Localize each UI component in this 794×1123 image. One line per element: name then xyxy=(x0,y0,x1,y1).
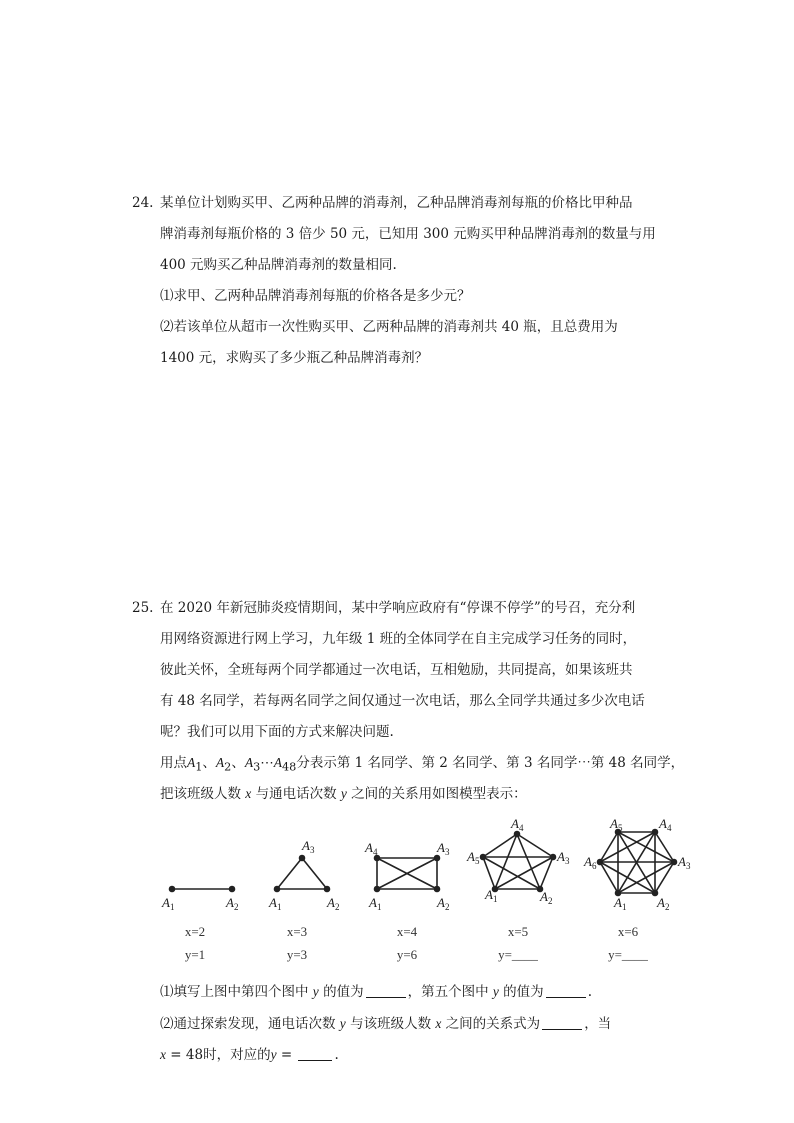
vertex-label: $A_5$ xyxy=(610,816,623,833)
q24-part-1: ⑴求甲、乙两种品牌消毒剂每瓶的价格各是多少元？ xyxy=(160,288,471,304)
vertex-label: $A_6$ xyxy=(584,854,597,871)
vertex-label: $A_5$ xyxy=(467,849,480,866)
vertex-label: $A_3$ xyxy=(678,854,691,871)
q25-line-4: 有 48 名同学，若每两名同学之间仅通过一次电话，那么全同学共通过多少次电话 xyxy=(160,693,645,709)
vertex-label: $A_2$ xyxy=(437,895,450,912)
answer-blank-3[interactable] xyxy=(542,1015,582,1030)
graph-edge xyxy=(495,857,553,889)
q25-part-3: x = 48时，对应的y = . xyxy=(160,1047,339,1063)
answer-blank-4[interactable] xyxy=(298,1046,332,1061)
q24-line-1: 某单位计划购买甲、乙两种品牌的消毒剂，乙种品牌消毒剂每瓶的价格比甲种品 xyxy=(160,195,633,211)
vertex-label: $A_2$ xyxy=(327,895,340,912)
vertex-label: $A_4$ xyxy=(511,816,524,833)
graph-edge xyxy=(483,857,495,889)
q24-line-3: 400 元购买乙种品牌消毒剂的数量相同. xyxy=(160,257,397,273)
q25-part-1: ⑴填写上图中第四个图中 y 的值为 ，第五个图中 y 的值为 . xyxy=(160,984,592,1000)
q24-part-2: ⑵若该单位从超市一次性购买甲、乙两种品牌的消毒剂共 40 瓶，且总费用为 xyxy=(160,319,618,335)
figure-x-caption: x=5 xyxy=(507,924,529,939)
figure-x-caption: x=2 xyxy=(184,924,206,939)
figure-x-caption: x=6 xyxy=(617,924,639,939)
q25-line-3: 彼此关怀，全班每两个同学都通过一次电话，互相勉励，共同提高，如果该班共 xyxy=(160,662,633,678)
vertex-label: $A_1$ xyxy=(485,887,498,904)
graph-vertex xyxy=(653,830,658,835)
vertex-label: $A_3$ xyxy=(437,840,450,857)
graph-vertex xyxy=(325,887,330,892)
vertex-label: $A_3$ xyxy=(557,849,570,866)
q25-line-1: 在 2020 年新冠肺炎疫情期间，某中学响应政府有“停课不停学”的号召，充分利 xyxy=(160,600,636,616)
figure-y-caption: y=____ xyxy=(498,947,538,962)
q25-line-5: 呢？我们可以用下面的方式来解决问题. xyxy=(160,724,394,740)
graph-edge xyxy=(302,858,327,889)
graph-vertex xyxy=(493,887,498,892)
graph-vertex xyxy=(375,887,380,892)
vertex-label: $A_3$ xyxy=(302,838,315,855)
vertex-label: $A_1$ xyxy=(614,895,627,912)
vertex-label: $A_1$ xyxy=(269,895,282,912)
graph-model-diagram xyxy=(150,814,710,974)
q25-points-line: 用点$A_1$、$A_2$、$A_3\cdots A_{48}$分表示第 1 名同学、第 2 名同学、第 3 名同学⋯第 48 名同学， xyxy=(160,755,685,774)
figure-y-caption: y=6 xyxy=(396,947,418,962)
question-24-number: 24. xyxy=(132,195,154,211)
answer-blank-1[interactable] xyxy=(366,983,406,998)
graph-vertex xyxy=(435,856,440,861)
q24-part-2-cont: 1400 元，求购买了多少瓶乙种品牌消毒剂？ xyxy=(160,350,429,366)
graph-vertex xyxy=(598,860,603,865)
graph-edge xyxy=(540,857,553,889)
graph-vertex xyxy=(275,887,280,892)
figure-y-caption: y=3 xyxy=(286,947,308,962)
figure-x-caption: x=3 xyxy=(286,924,308,939)
vertex-label: $A_2$ xyxy=(540,889,553,906)
q25-model-line: 把该班级人数 x 与通电话次数 y 之间的关系用如图模型表示： xyxy=(160,786,527,802)
vertex-label: $A_2$ xyxy=(657,895,670,912)
figure-x-caption: x=4 xyxy=(396,924,418,939)
answer-blank-2[interactable] xyxy=(546,983,586,998)
q24-line-2: 牌消毒剂每瓶价格的 3 倍少 50 元，已知用 300 元购买甲种品牌消毒剂的数量与用 xyxy=(160,226,656,242)
vertex-label: $A_1$ xyxy=(369,895,382,912)
graph-edge xyxy=(277,858,302,889)
graph-edge xyxy=(483,857,540,889)
graph-vertex xyxy=(672,860,677,865)
graph-vertex xyxy=(170,887,175,892)
graph-vertex xyxy=(435,887,440,892)
graph-vertex xyxy=(481,855,486,860)
figure-y-caption: y=____ xyxy=(608,947,648,962)
q25-part-2: ⑵通过探索发现，通电话次数 y 与该班级人数 x 之间的关系式为 ，当 xyxy=(160,1016,612,1032)
vertex-label: $A_4$ xyxy=(365,840,378,857)
q25-line-2: 用网络资源进行网上学习，九年级 1 班的全体同学在自主完成学习任务的同时， xyxy=(160,631,637,647)
figure-y-caption: y=1 xyxy=(184,947,206,962)
vertex-label: $A_4$ xyxy=(659,816,672,833)
vertex-label: $A_2$ xyxy=(226,895,239,912)
graph-vertex xyxy=(300,856,305,861)
vertex-label: $A_1$ xyxy=(162,895,175,912)
graph-vertex xyxy=(551,855,556,860)
graph-vertex xyxy=(230,887,235,892)
question-25-number: 25. xyxy=(132,600,154,616)
